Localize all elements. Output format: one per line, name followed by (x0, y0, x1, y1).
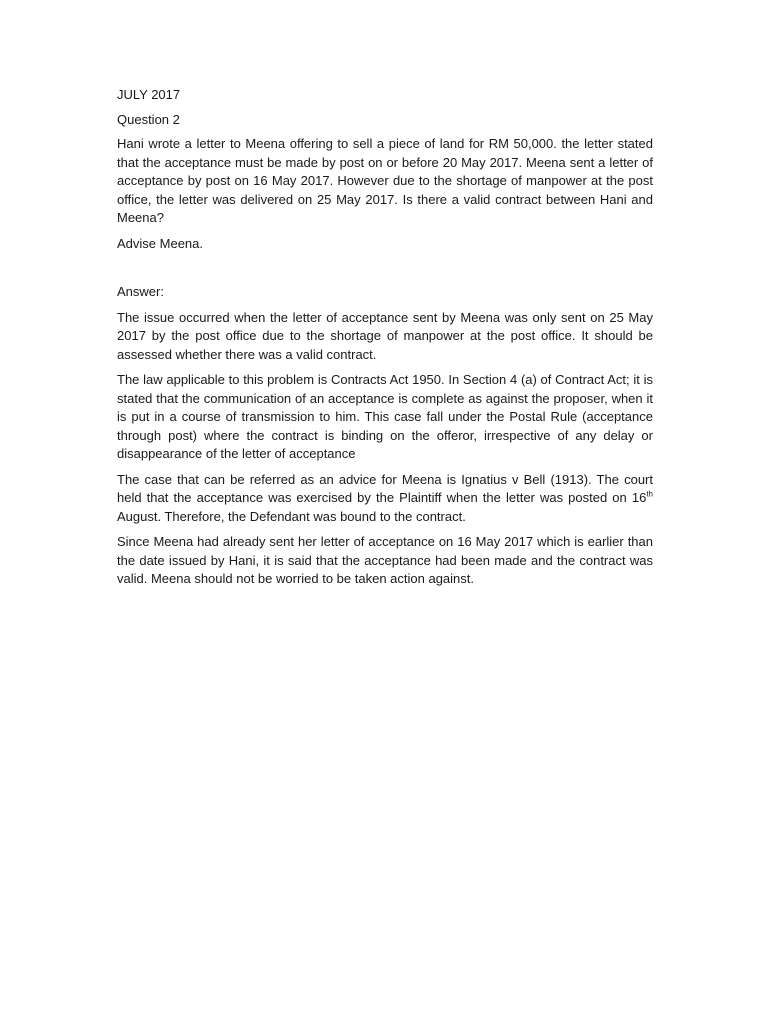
ordinal-suffix: th (646, 489, 653, 499)
law-paragraph: The law applicable to this problem is Contracts Act 1950. In Section 4 (a) of Contract Act; it is stated that the communication of an acceptance is complete as against the proposer, when it is put in a course of transmission to him. This case fall under the Postal Rule (acceptance through post) where the contract is binding on the offeror, irrespective of any delay or disappearance of the letter of acceptance (117, 372, 653, 461)
answer-label: Answer: (117, 284, 164, 299)
issue-paragraph: The issue occurred when the letter of acceptance sent by Meena was only sent on 25 May 2017 by the post office due to the shortage of manpower at the post office. It should be assessed whether there was a valid contract. (117, 309, 653, 362)
document-page (117, 86, 653, 596)
advise-line: Advise Meena. (117, 235, 203, 251)
case-paragraph (117, 471, 653, 527)
conclusion-paragraph: Since Meena had already sent her letter of acceptance on 16 May 2017 which is earlier than the date issued by Hani, it is said that the acceptance had been made and the contract was valid. Meena should not be worried to be taken action against. (117, 534, 653, 586)
case-text-before: The case that can be referred as an advice for Meena is Ignatius v Bell (1913). The court held that the acceptance was exercised by the Plaintiff when the letter was posted on 16 (117, 471, 653, 505)
question-label: Question 2 (117, 111, 180, 127)
question-text: Hani wrote a letter to Meena offering to sell a piece of land for RM 50,000. the letter stated that the acceptance must be made by post on or before 20 May 2017. Meena sent a letter of acceptance by post on 16 May 2017. However due to the shortage of manpower at the post office, the letter was delivered on 25 May 2017. Is there a valid contract between Hani and Meena? (117, 136, 653, 225)
case-text-after: August. Therefore, the Defendant was bound to the contract. (117, 508, 466, 524)
date-heading: JULY 2017 (117, 87, 181, 102)
